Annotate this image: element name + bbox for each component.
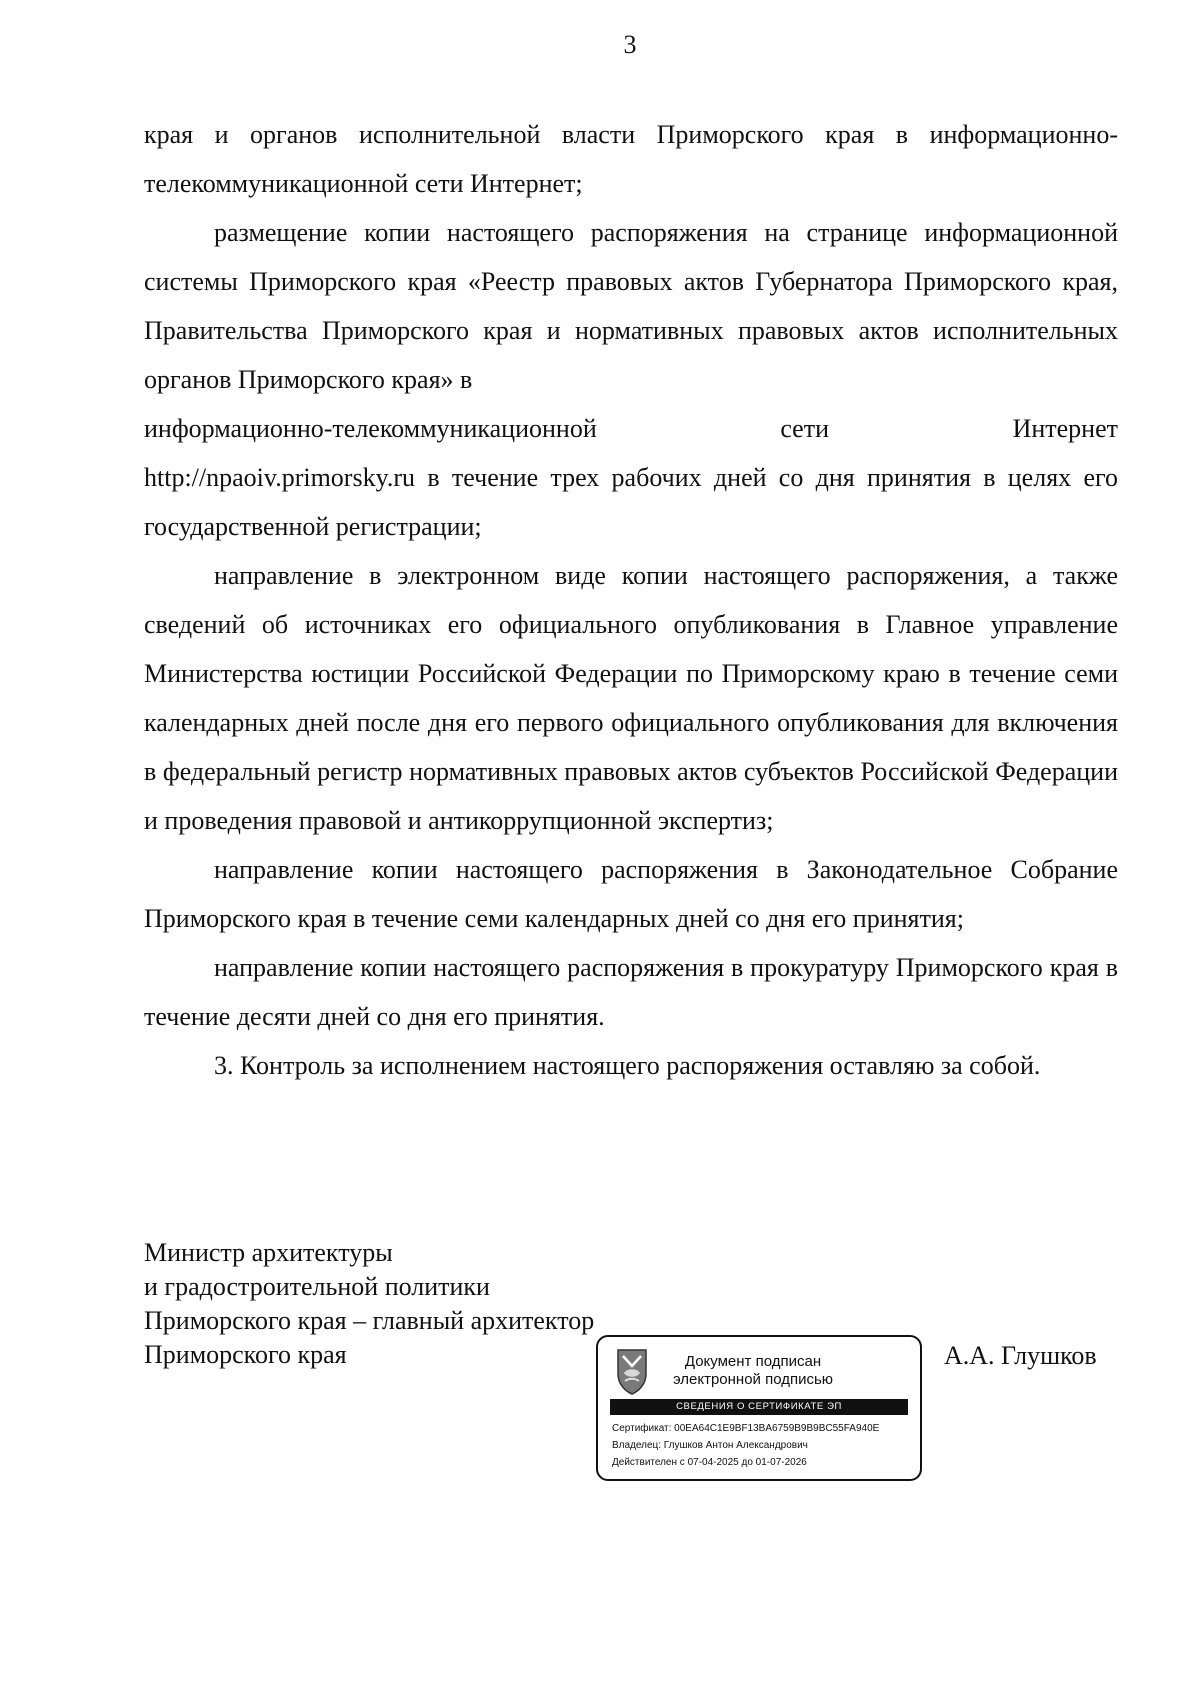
paragraph: направление в электронном виде копии настоящего распоряжения, а также сведений об источниках его официального опубликования в Главное управление Министерства юстиции Российской Федерации по Приморскому краю в течение семи календарных дней после дня его первого официального опубликования для включения в федеральный регистр нормативных правовых актов субъектов Российской Федерации и проведения правовой и антикоррупционной экспертиз; <box>144 561 1118 835</box>
paragraph: направление копии настоящего распоряжения в Законодательное Собрание Приморского края в течение семи календарных дней со дня его принятия; <box>144 855 1118 933</box>
stamp-title-line: Документ подписан <box>684 1353 822 1370</box>
paragraph: размещение копии настоящего распоряжения на странице информационной системы Приморского края «Реестр правовых актов Губернатора Приморского края, Правительства Приморского края и нормативных правовых актов исполнительных органов Приморского края» в <box>144 218 1118 394</box>
paragraph: информационно-телекоммуникационной сети Интернет <box>144 414 1118 443</box>
document-body <box>144 110 1118 1090</box>
signer-title-line: Министр архитектуры <box>144 1238 393 1267</box>
page-number: 3 <box>623 30 637 59</box>
stamp-title <box>664 1353 842 1389</box>
signer-title-line: и градостроительной политики <box>144 1272 490 1301</box>
paragraph: направление копии настоящего распоряжения в прокуратуру Приморского края в течение десяти дней со дня его принятия. <box>144 953 1118 1031</box>
signer-name: А.А. Глушков <box>944 1341 1097 1370</box>
coat-of-arms-icon <box>612 1347 652 1397</box>
signer-title-line: Приморского края <box>144 1340 347 1369</box>
certificate-owner: Владелец: Глушков Антон Александрович <box>612 1440 808 1451</box>
paragraph: 3. Контроль за исполнением настоящего распоряжения оставляю за собой. <box>214 1051 1041 1080</box>
certificate-number: Сертификат: 00EA64C1E9BF13BA6759B9B9BC55FA940E <box>612 1423 880 1434</box>
signature-block <box>144 1236 594 1372</box>
electronic-signature-stamp <box>596 1335 922 1481</box>
signer-title-line: Приморского края – главный архитектор <box>144 1306 595 1335</box>
paragraph: http://npaoiv.primorsky.ru в течение трех рабочих дней со дня принятия в целях его государственной регистрации; <box>144 463 1118 541</box>
certificate-validity: Действителен с 07-04-2025 до 01-07-2026 <box>612 1457 807 1468</box>
stamp-title-line: электронной подписью <box>672 1371 834 1388</box>
paragraph: края и органов исполнительной власти Приморского края в информационно-телекоммуникационной сети Интернет; <box>144 120 1118 198</box>
certificate-info-bar: СВЕДЕНИЯ О СЕРТИФИКАТЕ ЭП <box>610 1399 908 1415</box>
